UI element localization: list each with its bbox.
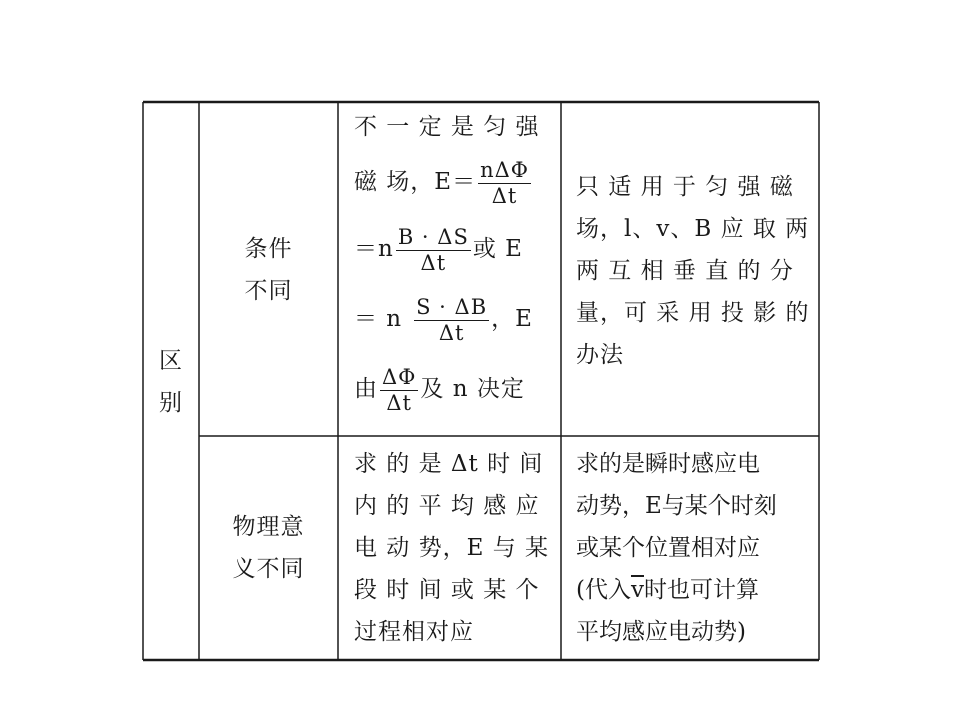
fraction bbox=[396, 226, 471, 273]
meaning-line: 求 的 是 Δt 时 间 bbox=[354, 451, 544, 477]
formula-line bbox=[354, 150, 559, 214]
description-line: 办法 bbox=[576, 342, 624, 368]
formula-line: 不 一 定 是 匀 强 bbox=[354, 114, 540, 140]
formula-text: 由 bbox=[354, 376, 378, 402]
row2-label-line: 义不同 bbox=[232, 556, 305, 582]
row-header-cell bbox=[143, 340, 199, 424]
formula-text: 磁 场，E＝ bbox=[354, 169, 477, 195]
formula-line bbox=[354, 354, 559, 424]
formula-text: ＝n bbox=[354, 236, 394, 262]
instantaneous-text: (代入 bbox=[576, 577, 631, 603]
row2-label-line: 物理意 bbox=[232, 514, 305, 540]
fraction-denominator: Δt bbox=[491, 183, 518, 208]
instantaneous-text: 时也可计算 bbox=[643, 577, 759, 603]
instantaneous-line: 求的是瞬时感应电 bbox=[576, 451, 760, 477]
fraction bbox=[478, 159, 531, 206]
description-line: 两 互 相 垂 直 的 分 bbox=[576, 258, 794, 284]
fraction-numerator: nΔΦ bbox=[480, 158, 530, 183]
formula-text: ，E bbox=[491, 306, 533, 332]
fraction bbox=[380, 366, 418, 413]
formula-line bbox=[354, 214, 559, 284]
row2-meaning-cell bbox=[354, 443, 559, 653]
average-velocity-symbol: $\overline{v}$ bbox=[630, 577, 644, 603]
instantaneous-line bbox=[576, 569, 816, 611]
row1-label-line: 不同 bbox=[244, 278, 293, 304]
row1-label-cell bbox=[199, 228, 338, 312]
meaning-line: 过程相对应 bbox=[354, 619, 474, 645]
row1-description-cell bbox=[576, 166, 816, 376]
fraction-numerator: S · ΔB bbox=[416, 295, 488, 320]
fraction-denominator: Δt bbox=[438, 320, 465, 345]
description-line: 场，l、v、B 应 取 两 bbox=[576, 216, 810, 242]
instantaneous-line: 或某个位置相对应 bbox=[576, 535, 760, 561]
formula-text: ＝ n bbox=[354, 306, 403, 332]
description-line: 只 适 用 于 匀 强 磁 bbox=[576, 174, 794, 200]
fraction-numerator: ΔΦ bbox=[382, 365, 417, 390]
fraction-denominator: Δt bbox=[386, 390, 412, 415]
row-header-line: 区 bbox=[159, 348, 183, 374]
row1-label-line: 条件 bbox=[244, 236, 293, 262]
meaning-line: 内 的 平 均 感 应 bbox=[354, 493, 540, 519]
row2-label-cell bbox=[199, 506, 338, 590]
formula-text: 或 E bbox=[472, 236, 523, 262]
fraction-denominator: Δt bbox=[420, 250, 447, 275]
row2-instantaneous-cell bbox=[576, 443, 816, 653]
fraction-numerator: B · ΔS bbox=[397, 225, 469, 250]
formula-line bbox=[354, 284, 559, 354]
meaning-line: 段 时 间 或 某 个 bbox=[354, 577, 540, 603]
description-line: 量，可 采 用 投 影 的 bbox=[576, 300, 810, 326]
row-header-line: 别 bbox=[159, 390, 183, 416]
row1-formula-cell bbox=[354, 106, 559, 424]
instantaneous-line: 动势，E与某个时刻 bbox=[576, 493, 777, 519]
fraction bbox=[414, 296, 489, 343]
formula-text: 及 n 决定 bbox=[420, 376, 525, 402]
meaning-line: 电 动 势，E 与 某 bbox=[354, 535, 550, 561]
instantaneous-line: 平均感应电动势) bbox=[576, 619, 746, 645]
